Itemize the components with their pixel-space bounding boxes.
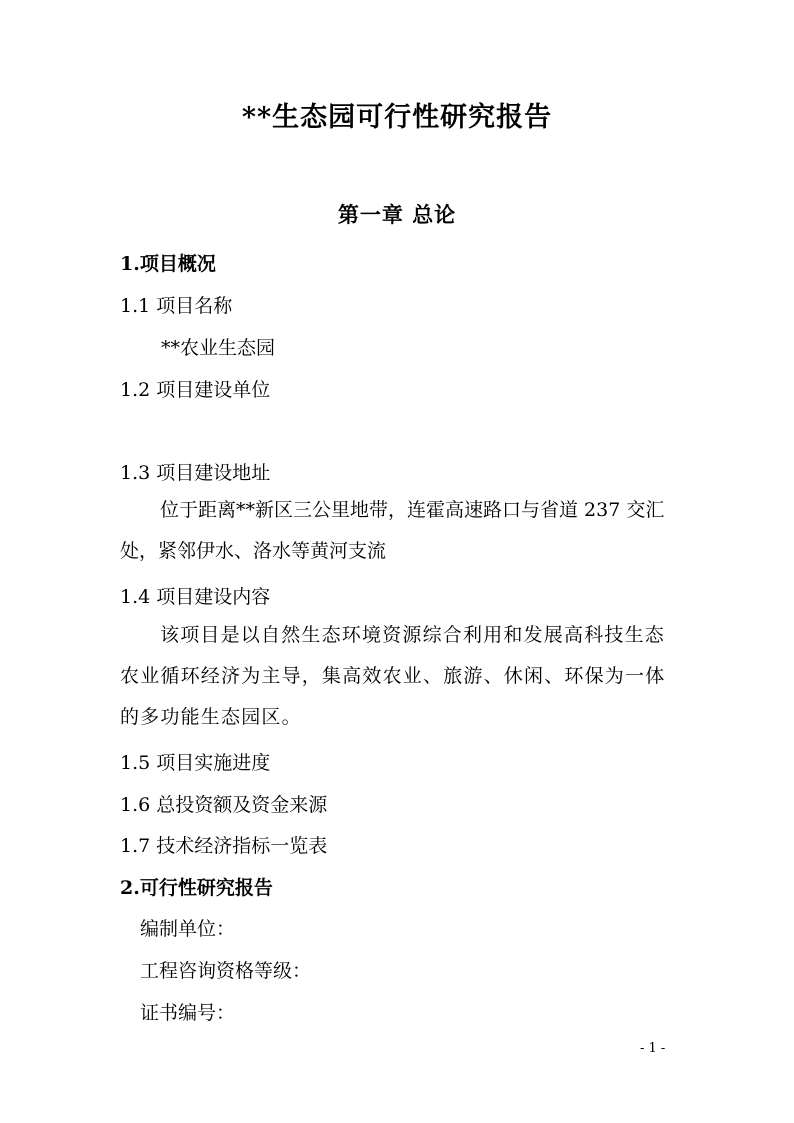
section-1-heading: 1.项目概况	[120, 253, 216, 275]
project-content-paragraph: 该项目是以自然生态环境资源综合利用和发展高科技生态农业循环经济为主导，集高效农业、旅游、休闲、环保为一体的多功能生态园区。	[120, 624, 666, 728]
project-name-value: **农业生态园	[161, 337, 276, 359]
section-1-4-heading: 1.4 项目建设内容	[120, 586, 271, 608]
section-2-heading: 2.可行性研究报告	[120, 877, 273, 899]
section-1-6-heading: 1.6 总投资额及资金来源	[120, 794, 328, 816]
compiling-unit-label: 编制单位：	[140, 918, 236, 940]
page-number: - 1 -	[640, 1041, 666, 1056]
section-1-3-heading: 1.3 项目建设地址	[120, 462, 271, 484]
section-1-5-heading: 1.5 项目实施进度	[120, 752, 271, 774]
section-1-1-heading: 1.1 项目名称	[120, 295, 233, 317]
project-address-paragraph: 位于距离**新区三公里地带，连霍高速路口与省道 237 交汇处，紧邻伊水、洛水等黄河支流	[120, 499, 665, 562]
section-1-2-heading: 1.2 项目建设单位	[120, 379, 271, 401]
qualification-grade-label: 工程咨询资格等级：	[140, 960, 312, 982]
document-title: **生态园可行性研究报告	[241, 102, 553, 133]
certificate-number-label: 证书编号：	[140, 1002, 236, 1024]
chapter-heading: 第一章 总论	[337, 202, 457, 227]
section-1-7-heading: 1.7 技术经济指标一览表	[120, 835, 328, 857]
